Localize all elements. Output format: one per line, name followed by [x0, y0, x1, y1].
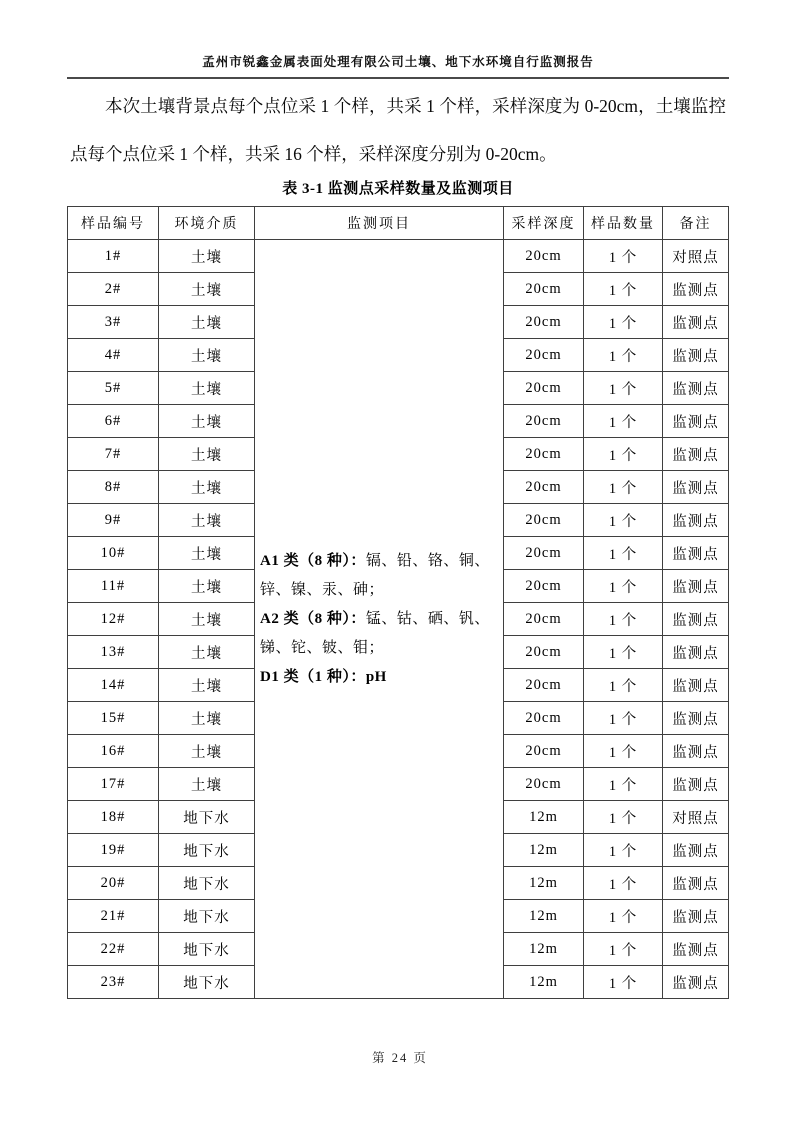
count-cell: 1 个	[584, 405, 663, 438]
report-header-title: 孟州市锐鑫金属表面处理有限公司土壤、地下水环境自行监测报告	[67, 52, 729, 79]
sample-id-cell: 12#	[68, 603, 159, 636]
medium-cell: 土壤	[159, 471, 255, 504]
note-cell: 监测点	[663, 339, 729, 372]
sample-id-cell: 5#	[68, 372, 159, 405]
count-cell: 1 个	[584, 735, 663, 768]
header-note: 备注	[663, 207, 729, 240]
count-cell: 1 个	[584, 966, 663, 999]
note-cell: 对照点	[663, 801, 729, 834]
medium-cell: 土壤	[159, 339, 255, 372]
note-cell: 监测点	[663, 966, 729, 999]
medium-cell: 土壤	[159, 273, 255, 306]
count-cell: 1 个	[584, 339, 663, 372]
depth-cell: 20cm	[504, 735, 584, 768]
sample-id-cell: 8#	[68, 471, 159, 504]
note-cell: 监测点	[663, 933, 729, 966]
note-cell: 监测点	[663, 867, 729, 900]
sample-id-cell: 19#	[68, 834, 159, 867]
depth-cell: 20cm	[504, 669, 584, 702]
medium-cell: 土壤	[159, 240, 255, 273]
medium-cell: 地下水	[159, 900, 255, 933]
header-count: 样品数量	[584, 207, 663, 240]
sample-id-cell: 20#	[68, 867, 159, 900]
count-cell: 1 个	[584, 471, 663, 504]
sample-id-cell: 23#	[68, 966, 159, 999]
medium-cell: 土壤	[159, 735, 255, 768]
note-cell: 监测点	[663, 669, 729, 702]
note-cell: 监测点	[663, 735, 729, 768]
note-cell: 监测点	[663, 471, 729, 504]
depth-cell: 20cm	[504, 768, 584, 801]
medium-cell: 地下水	[159, 966, 255, 999]
count-cell: 1 个	[584, 768, 663, 801]
medium-cell: 土壤	[159, 405, 255, 438]
sample-id-cell: 11#	[68, 570, 159, 603]
project-a2-label: A2 类（8 种）：	[260, 610, 366, 627]
depth-cell: 12m	[504, 966, 584, 999]
note-cell: 监测点	[663, 702, 729, 735]
note-cell: 监测点	[663, 504, 729, 537]
table-caption: 表 3-1 监测点采样数量及监测项目	[282, 181, 514, 197]
medium-cell: 土壤	[159, 603, 255, 636]
sample-id-cell: 22#	[68, 933, 159, 966]
note-cell: 监测点	[663, 306, 729, 339]
sample-id-cell: 14#	[68, 669, 159, 702]
depth-cell: 20cm	[504, 273, 584, 306]
depth-cell: 20cm	[504, 339, 584, 372]
body-paragraph: 本次土壤背景点每个点位采 1 个样，共采 1 个样，采样深度为 0-20cm，土壤监控点每个点位采 1 个样，共采 16 个样，采样深度分别为 0-20cm。	[70, 96, 726, 164]
note-cell: 监测点	[663, 570, 729, 603]
table-row	[68, 240, 729, 273]
count-cell: 1 个	[584, 867, 663, 900]
medium-cell: 土壤	[159, 636, 255, 669]
count-cell: 1 个	[584, 306, 663, 339]
medium-cell: 土壤	[159, 537, 255, 570]
medium-cell: 土壤	[159, 438, 255, 471]
count-cell: 1 个	[584, 669, 663, 702]
medium-cell: 土壤	[159, 306, 255, 339]
medium-cell: 土壤	[159, 669, 255, 702]
medium-cell: 地下水	[159, 801, 255, 834]
medium-cell: 地下水	[159, 867, 255, 900]
medium-cell: 土壤	[159, 570, 255, 603]
sample-id-cell: 7#	[68, 438, 159, 471]
sample-id-cell: 18#	[68, 801, 159, 834]
count-cell: 1 个	[584, 240, 663, 273]
count-cell: 1 个	[584, 900, 663, 933]
note-cell: 监测点	[663, 537, 729, 570]
sample-id-cell: 16#	[68, 735, 159, 768]
depth-cell: 20cm	[504, 240, 584, 273]
sample-id-cell: 2#	[68, 273, 159, 306]
sample-id-cell: 15#	[68, 702, 159, 735]
note-cell: 监测点	[663, 768, 729, 801]
project-a1-label: A1 类（8 种）：	[260, 552, 366, 569]
depth-cell: 12m	[504, 867, 584, 900]
depth-cell: 20cm	[504, 372, 584, 405]
depth-cell: 12m	[504, 900, 584, 933]
depth-cell: 20cm	[504, 438, 584, 471]
note-cell: 监测点	[663, 372, 729, 405]
count-cell: 1 个	[584, 273, 663, 306]
medium-cell: 土壤	[159, 372, 255, 405]
sample-id-cell: 6#	[68, 405, 159, 438]
header-medium: 环境介质	[159, 207, 255, 240]
count-cell: 1 个	[584, 438, 663, 471]
project-class-a2	[260, 605, 498, 663]
project-a2-items: 锰、钴、硒、钒、锑、铊、铍、钼；	[260, 610, 490, 656]
note-cell: 监测点	[663, 273, 729, 306]
depth-cell: 20cm	[504, 636, 584, 669]
count-cell: 1 个	[584, 570, 663, 603]
sample-id-cell: 1#	[68, 240, 159, 273]
count-cell: 1 个	[584, 834, 663, 867]
sample-id-cell: 10#	[68, 537, 159, 570]
sample-id-cell: 13#	[68, 636, 159, 669]
count-cell: 1 个	[584, 603, 663, 636]
depth-cell: 12m	[504, 801, 584, 834]
sample-id-cell: 3#	[68, 306, 159, 339]
count-cell: 1 个	[584, 801, 663, 834]
note-cell: 监测点	[663, 405, 729, 438]
count-cell: 1 个	[584, 636, 663, 669]
count-cell: 1 个	[584, 933, 663, 966]
depth-cell: 20cm	[504, 537, 584, 570]
depth-cell: 20cm	[504, 702, 584, 735]
note-cell: 监测点	[663, 834, 729, 867]
sample-id-cell: 9#	[68, 504, 159, 537]
medium-cell: 土壤	[159, 702, 255, 735]
project-class-d1: D1 类（1 种）：pH	[260, 668, 387, 685]
depth-cell: 20cm	[504, 603, 584, 636]
monitoring-project-cell	[255, 240, 504, 999]
table-header-row	[68, 207, 729, 240]
depth-cell: 20cm	[504, 471, 584, 504]
depth-cell: 20cm	[504, 405, 584, 438]
note-cell: 监测点	[663, 603, 729, 636]
note-cell: 对照点	[663, 240, 729, 273]
depth-cell: 12m	[504, 933, 584, 966]
note-cell: 监测点	[663, 438, 729, 471]
project-class-a1	[260, 547, 498, 605]
count-cell: 1 个	[584, 537, 663, 570]
sample-id-cell: 21#	[68, 900, 159, 933]
sample-id-cell: 4#	[68, 339, 159, 372]
count-cell: 1 个	[584, 702, 663, 735]
count-cell: 1 个	[584, 504, 663, 537]
count-cell: 1 个	[584, 372, 663, 405]
project-a1-items: 镉、铅、铬、铜、锌、镍、汞、砷；	[260, 552, 490, 598]
header-depth: 采样深度	[504, 207, 584, 240]
header-project: 监测项目	[255, 207, 504, 240]
medium-cell: 土壤	[159, 504, 255, 537]
depth-cell: 20cm	[504, 570, 584, 603]
note-cell: 监测点	[663, 636, 729, 669]
sample-id-cell: 17#	[68, 768, 159, 801]
page-number: 第 24 页	[372, 1051, 428, 1065]
depth-cell: 12m	[504, 834, 584, 867]
medium-cell: 地下水	[159, 834, 255, 867]
note-cell: 监测点	[663, 900, 729, 933]
monitoring-table	[67, 206, 729, 999]
medium-cell: 土壤	[159, 768, 255, 801]
medium-cell: 地下水	[159, 933, 255, 966]
depth-cell: 20cm	[504, 504, 584, 537]
header-sample-id: 样品编号	[68, 207, 159, 240]
depth-cell: 20cm	[504, 306, 584, 339]
